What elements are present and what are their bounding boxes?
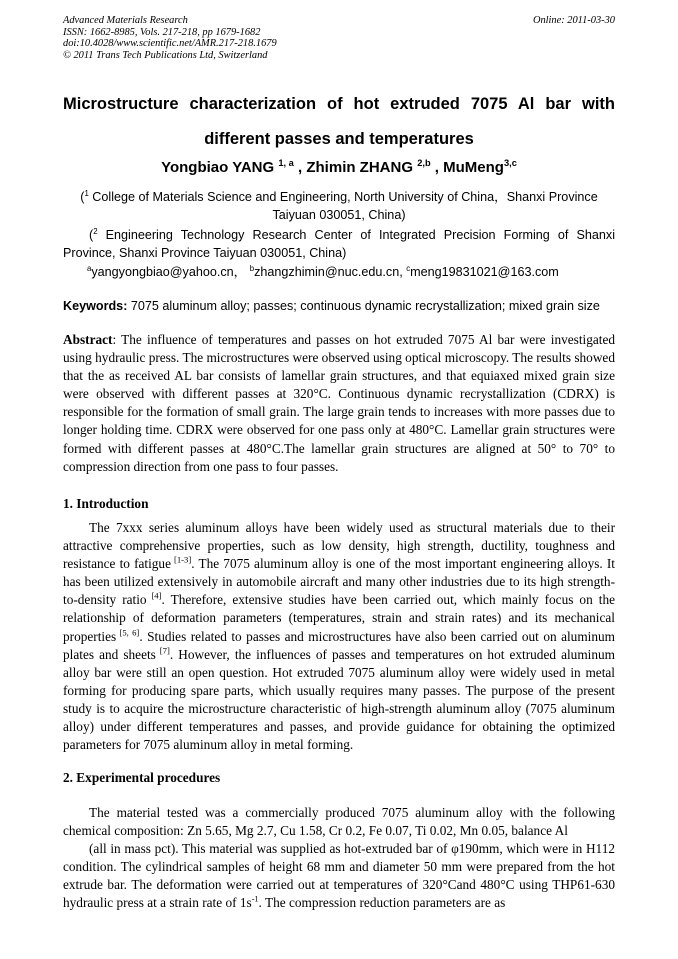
doi-line: doi:10.4028/www.scientific.net/AMR.217-218.1679 xyxy=(63,38,277,50)
abstract xyxy=(63,331,615,476)
author-list xyxy=(63,158,615,178)
paren: ( xyxy=(80,190,85,204)
abstract-label: Abstract xyxy=(63,332,113,347)
keywords xyxy=(63,297,615,315)
author-separator: , xyxy=(430,159,444,176)
author-affiliation-sup: 1, a xyxy=(278,158,294,168)
author-affiliation-sup: 2,b xyxy=(417,158,431,168)
citation: [7] xyxy=(155,645,170,656)
section-heading-introduction: 1. Introduction xyxy=(63,496,149,511)
issn-line: ISSN: 1662-8985, Vols. 217-218, pp 1679-1682 xyxy=(63,26,261,38)
paren: ( xyxy=(89,228,94,242)
citation: [5, 6] xyxy=(116,627,140,638)
affiliation-text: College of Materials Science and Engineering, North University of China，Shanxi Province Taiyuan 030051, China) xyxy=(88,190,598,222)
author-affiliation-sup: 3,c xyxy=(503,158,517,168)
keywords-text: 7075 aluminum alloy; passes; continuous dynamic recrystallization; mixed grain size xyxy=(127,299,600,313)
email-link[interactable]: meng19831021@163.com xyxy=(410,265,559,279)
affiliation-sup: 1 xyxy=(84,188,89,198)
paragraph-text: . Therefore, extensive studies have been carried out, which mainly focus on the relationship of deformation parameters (temperatures, strain and strain rates) and its mechanical properties xyxy=(63,592,615,644)
paragraph-text: (all in mass pct). This material was supplied as hot-extruded bar of φ190mm, which were in H112 condition. The cylindrical samples of height 68 mm and diameter 50 mm were prepared from the hot extrude bar. The deformation were carried out at temperatures of 320°Cand 480°C using THP61-630 hydraulic press at a strain rate of 1s xyxy=(63,841,615,911)
page-header xyxy=(63,15,615,61)
email-sup: a xyxy=(87,263,92,273)
experimental-paragraph-1: The material tested was a commercially produced 7075 aluminum alloy with the following chemical composition: Zn 5.65, Mg 2.7, Cu 1.58, Cr 0.2, Fe 0.07, Ti 0.02, Mn 0.05, balance Al xyxy=(63,805,615,839)
keywords-label: Keywords: xyxy=(63,299,128,313)
author-name: MuMeng xyxy=(443,159,504,176)
author-name: Zhimin ZHANG xyxy=(306,159,414,176)
abstract-text: : The influence of temperatures and passes on hot extruded 7075 Al bar were investigated using hydraulic press. The microstructures were observed using optical microscopy. The results showed that the as received AL bar consists of lamellar grain structures, and that equiaxed mixed grain size were observed with different passes at 320°C. Continuous dynamic recrystallization (CDRX) is responsible for the formation of small grain. The large grain tends to increases with more passes due to longer holding time. CDRX were observed for one pass only at 480°C. Lamellar grain structures were formed with different passes at 480°C.The lamellar grain structures are aligned at 50° to 70° to compression direction from one pass to four passes. xyxy=(63,332,615,474)
paragraph-text: The 7xxx series aluminum alloys have been widely used as structural materials due to their attractive comprehensive properties, such as low density, high strength, ductility, toughness and resistance to fatigue xyxy=(63,520,615,572)
paragraph-text: . Studies related to passes and microstructures have also been carried out on aluminum plates and sheets xyxy=(63,628,616,662)
author-separator: , xyxy=(293,159,307,176)
affiliation-sup: 2 xyxy=(93,226,98,236)
citation: [4] xyxy=(146,590,162,601)
title-line-1: Microstructure characterization of hot extruded 7075 Al bar with xyxy=(63,95,615,113)
journal-name: Advanced Materials Research xyxy=(63,15,188,26)
section-heading-experimental: 2. Experimental procedures xyxy=(63,770,221,785)
affiliation-1 xyxy=(63,188,615,224)
email-sup: c xyxy=(406,263,411,273)
affiliation-2 xyxy=(63,226,615,262)
citation: [1-3] xyxy=(171,554,192,565)
introduction-paragraph xyxy=(63,519,615,754)
author-name: Yongbiao YANG xyxy=(161,159,275,176)
affiliation-2-line-2: Province, Shanxi Province Taiyuan 030051, China) xyxy=(63,246,347,260)
email-link[interactable]: yangyongbiao@yahoo.cn， xyxy=(91,265,247,279)
exponent: -1 xyxy=(251,894,259,904)
experimental-paragraph-2 xyxy=(63,840,615,912)
paper-title xyxy=(63,87,615,157)
email-link[interactable]: zhangzhimin@nuc.edu.cn, xyxy=(254,265,407,279)
paragraph-text: . The 7075 aluminum alloy is one of the most important engineering alloys. It has been utilized extensively in automobile aircraft and many other industries due to its high strength-to-density ratio xyxy=(63,556,615,608)
paragraph-text: . The compression reduction parameters are as xyxy=(258,895,506,911)
copyright-line: © 2011 Trans Tech Publications Ltd, Switzerland xyxy=(63,49,268,61)
email-sup: b xyxy=(249,263,255,273)
affiliation-2-line-1 xyxy=(63,226,615,244)
paragraph-text: . However, the influences of passes and temperatures on hot extruded aluminum alloy bar were still an open question. Hot extruded 7075 aluminum alloy were widely used in metal forming for producing spare parts, which usually requires many passes. The purpose of the present study is to acquire the microstructure characteristic of high-strength aluminum alloy (7075 aluminum alloy) under different temperatures and passes, and provide guidance for obtaining the optimized parameters for 7075 aluminum alloy in metal forming. xyxy=(63,646,616,753)
online-date: Online: 2011-03-30 xyxy=(532,15,615,26)
author-emails xyxy=(87,263,615,281)
affiliation-text: Engineering Technology Research Center of Integrated Precision Forming of Shanxi xyxy=(97,228,615,242)
title-line-2: different passes and temperatures xyxy=(204,130,474,148)
